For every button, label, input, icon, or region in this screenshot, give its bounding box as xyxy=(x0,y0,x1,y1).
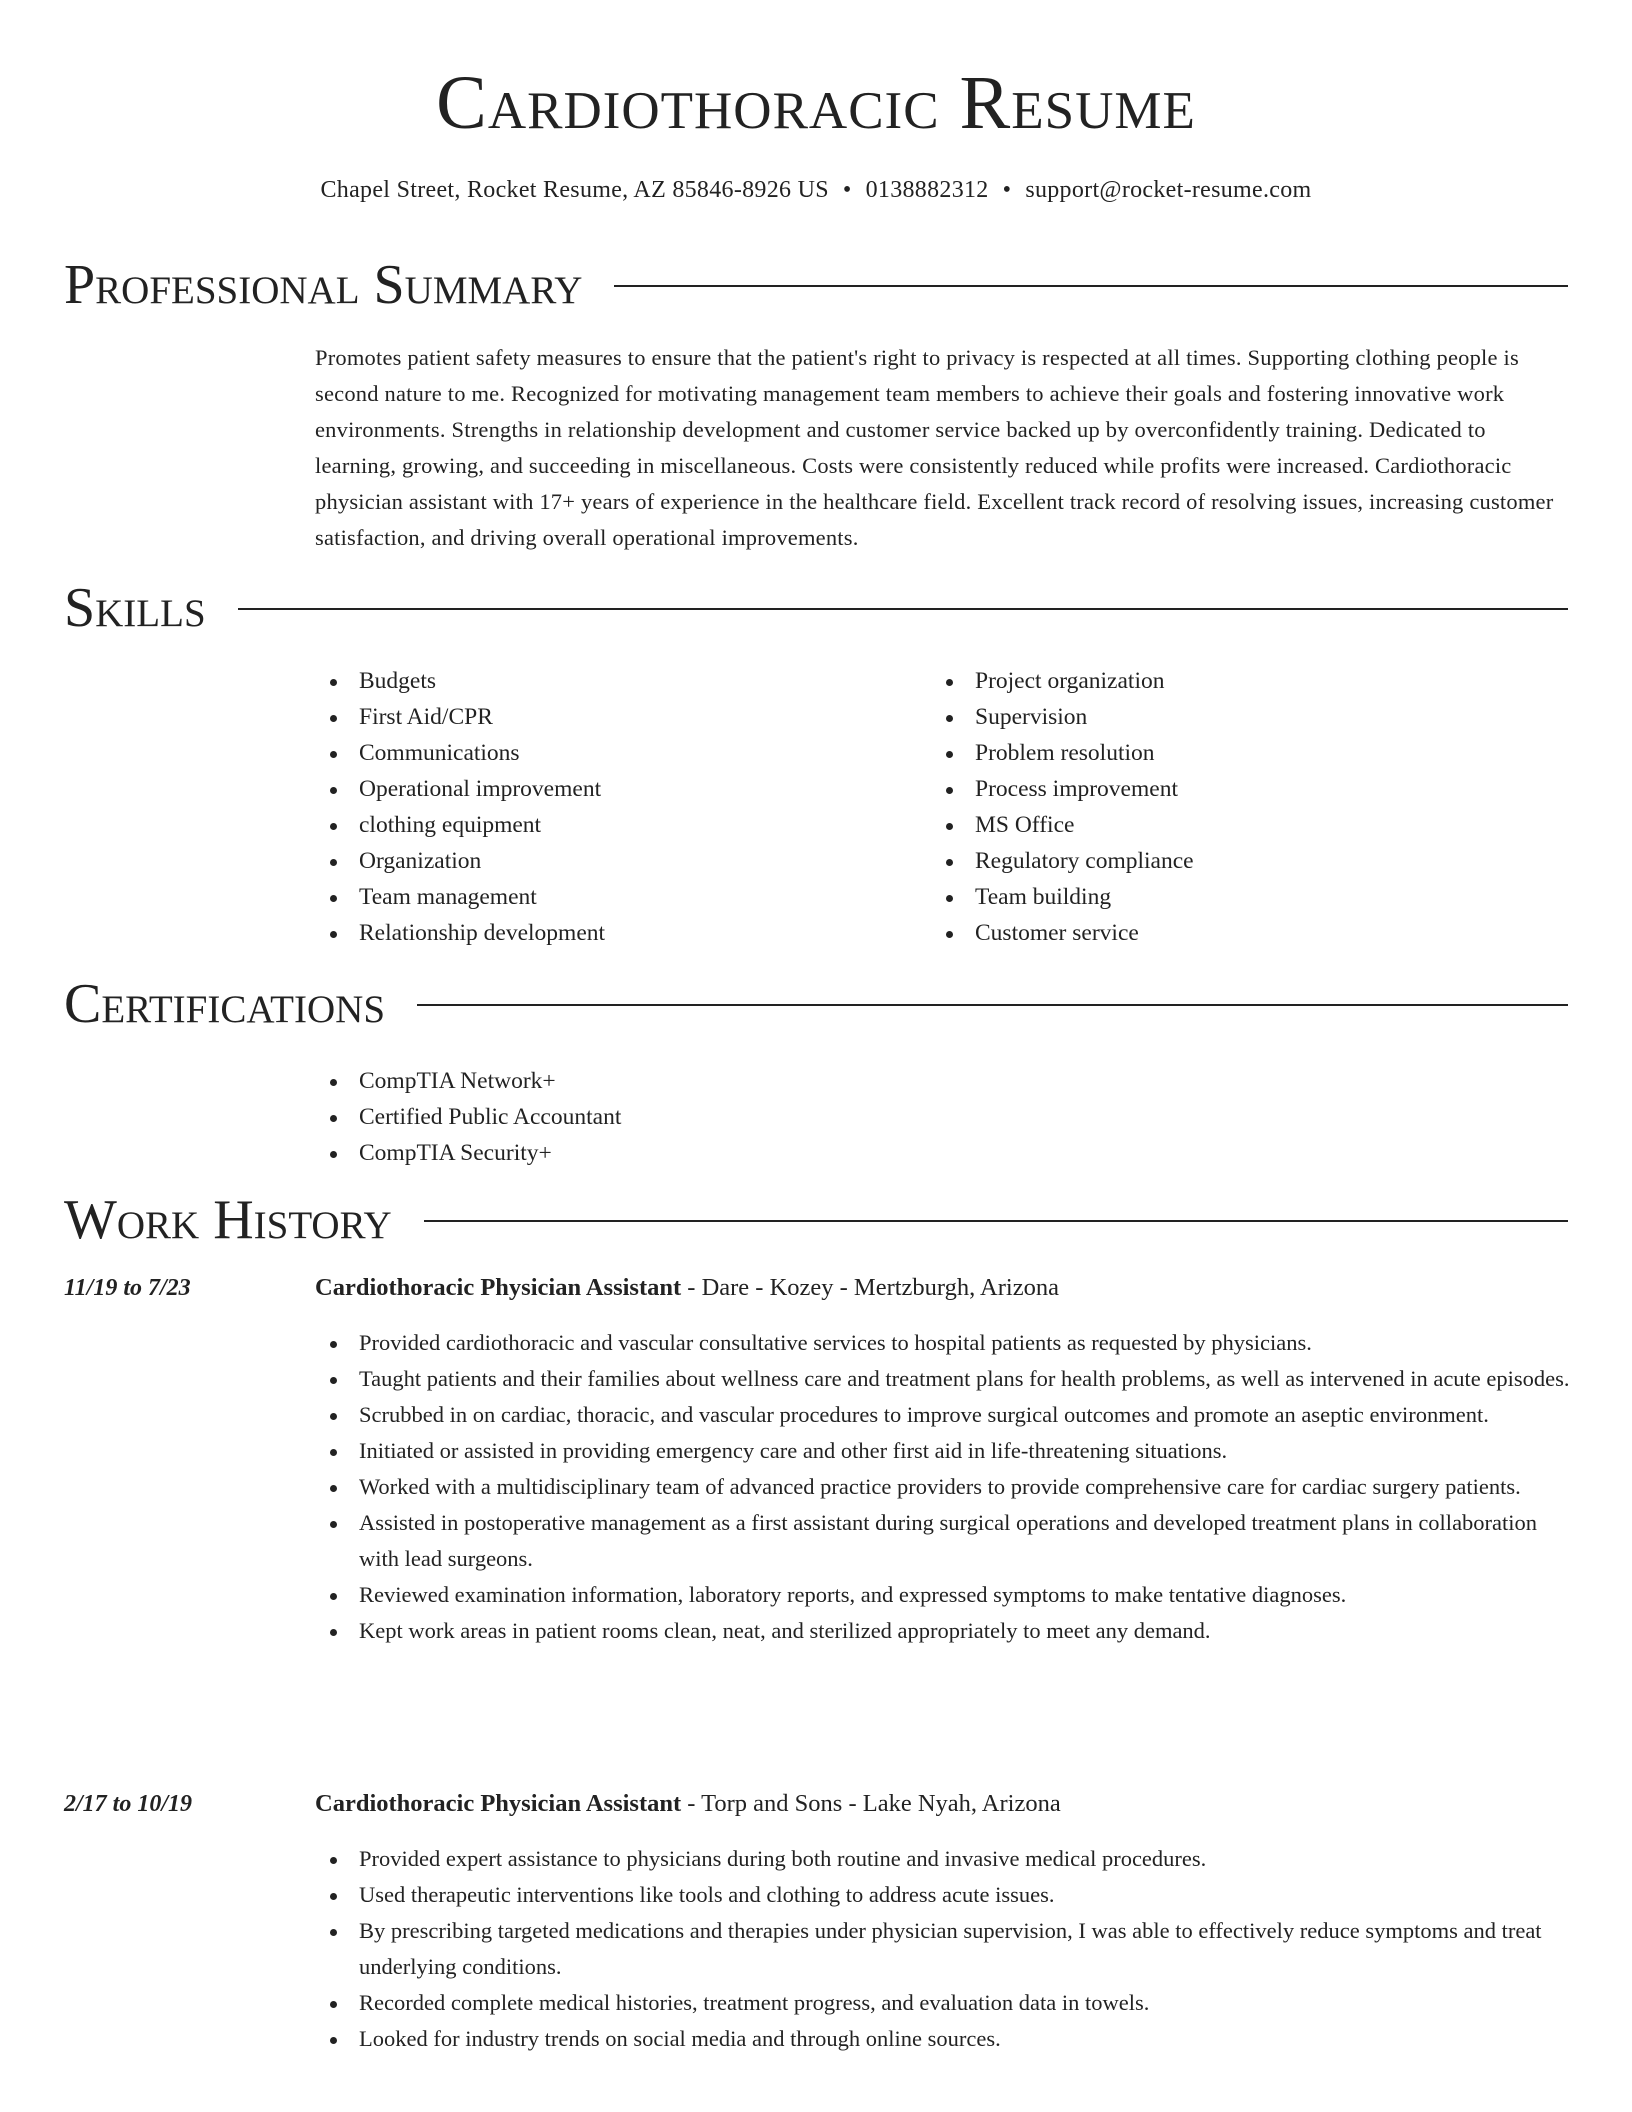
skill-item: Problem resolution xyxy=(931,735,1491,771)
job-duty-item: Provided cardiothoracic and vascular consultative services to hospital patients as requested by physicians. xyxy=(315,1325,1576,1361)
certifications-list xyxy=(315,1063,1215,1171)
certification-item: Certified Public Accountant xyxy=(315,1099,1215,1135)
skill-item: Process improvement xyxy=(931,771,1491,807)
contact-separator: • xyxy=(1002,177,1012,203)
certifications-heading: Certifications xyxy=(64,973,386,1035)
job-dates: 2/17 to 10/19 xyxy=(64,1791,193,1817)
skill-item: clothing equipment xyxy=(315,807,875,843)
job-dates: 11/19 to 7/23 xyxy=(64,1275,191,1301)
skill-item: Project organization xyxy=(931,663,1491,699)
job-duty-item: Initiated or assisted in providing emergency care and other first aid in life-threatening situations. xyxy=(315,1433,1576,1469)
job-duties-list xyxy=(315,1841,1576,2057)
section-divider xyxy=(614,285,1568,287)
job-duty-item: Worked with a multidisciplinary team of advanced practice providers to provide comprehensive care for cardiac surgery patients. xyxy=(315,1469,1576,1505)
skill-item: Supervision xyxy=(931,699,1491,735)
job-title: Cardiothoracic Physician Assistant xyxy=(315,1790,682,1817)
job-duty-item: Taught patients and their families about wellness care and treatment plans for health problems, as well as intervened in acute episodes. xyxy=(315,1361,1576,1397)
job-duty-item: Used therapeutic interventions like tools and clothing to address acute issues. xyxy=(315,1877,1576,1913)
job-employer: - Dare - Kozey - Mertzburgh, Arizona xyxy=(681,1274,1059,1301)
skill-item: Team management xyxy=(315,879,875,915)
skill-item: Operational improvement xyxy=(315,771,875,807)
summary-text: Promotes patient safety measures to ensure that the patient's right to privacy is respected at all times. Supporting clothing people is second nature to me. Recognized for motivating management team members to achieve their goals and fostering innovative work environments. Strengths in relationship development and customer service backed up by overconfidently training. Dedicated to learning, growing, and succeeding in miscellaneous. Costs were consistently reduced while profits were increased. Cardiothoracic physician assistant with 17+ years of experience in the healthcare field. Excellent track record of resolving issues, increasing customer satisfaction, and driving overall operational improvements. xyxy=(315,345,1554,550)
job-duty-item: Reviewed examination information, laboratory reports, and expressed symptoms to make tentative diagnoses. xyxy=(315,1577,1576,1613)
resume-name: Cardiothoracic Resume xyxy=(436,61,1196,145)
skill-item: Relationship development xyxy=(315,915,875,951)
section-divider xyxy=(417,1004,1568,1006)
job-employer: - Torp and Sons - Lake Nyah, Arizona xyxy=(681,1790,1061,1817)
summary-heading: Professional Summary xyxy=(64,254,583,316)
skill-item: Team building xyxy=(931,879,1491,915)
job-title: Cardiothoracic Physician Assistant xyxy=(315,1274,682,1301)
contact-separator: • xyxy=(842,177,852,203)
skills-list-left xyxy=(315,663,875,951)
certification-item: CompTIA Security+ xyxy=(315,1135,1215,1171)
job-duty-item: By prescribing targeted medications and therapies under physician supervision, I was able to effectively reduce symptoms and treat underlying conditions. xyxy=(315,1913,1576,1985)
skills-section-header xyxy=(64,576,1568,640)
section-divider xyxy=(238,608,1568,610)
contact-phone: 0138882312 xyxy=(865,177,989,203)
skill-item: Communications xyxy=(315,735,875,771)
skills-list-right xyxy=(931,663,1491,951)
job-duty-item: Provided expert assistance to physicians during both routine and invasive medical procedures. xyxy=(315,1841,1576,1877)
certifications-section-header xyxy=(64,972,1568,1036)
skill-item: First Aid/CPR xyxy=(315,699,875,735)
contact-line xyxy=(0,175,1632,205)
job-duties-list xyxy=(315,1325,1576,1649)
skill-item: Organization xyxy=(315,843,875,879)
job-duty-item: Recorded complete medical histories, treatment progress, and evaluation data in towels. xyxy=(315,1985,1576,2021)
skill-item: Customer service xyxy=(931,915,1491,951)
skill-item: MS Office xyxy=(931,807,1491,843)
contact-address: Chapel Street, Rocket Resume, AZ 85846-8926 US xyxy=(320,177,829,203)
job-title-line xyxy=(315,1788,1568,1820)
job-duty-item: Kept work areas in patient rooms clean, neat, and sterilized appropriately to meet any demand. xyxy=(315,1613,1576,1649)
work-heading: Work History xyxy=(64,1189,392,1251)
job-duty-item: Assisted in postoperative management as a first assistant during surgical operations and developed treatment plans in collaboration with lead surgeons. xyxy=(315,1505,1576,1577)
certification-item: CompTIA Network+ xyxy=(315,1063,1215,1099)
skill-item: Budgets xyxy=(315,663,875,699)
job-duty-item: Scrubbed in on cardiac, thoracic, and vascular procedures to improve surgical outcomes and promote an aseptic environment. xyxy=(315,1397,1576,1433)
summary-section-header xyxy=(64,253,1568,317)
section-divider xyxy=(424,1220,1568,1222)
contact-email[interactable]: support@rocket-resume.com xyxy=(1025,177,1312,203)
job-duty-item: Looked for industry trends on social media and through online sources. xyxy=(315,2021,1576,2057)
job-title-line xyxy=(315,1272,1568,1304)
skill-item: Regulatory compliance xyxy=(931,843,1491,879)
skills-heading: Skills xyxy=(64,577,206,639)
work-section-header xyxy=(64,1188,1568,1252)
